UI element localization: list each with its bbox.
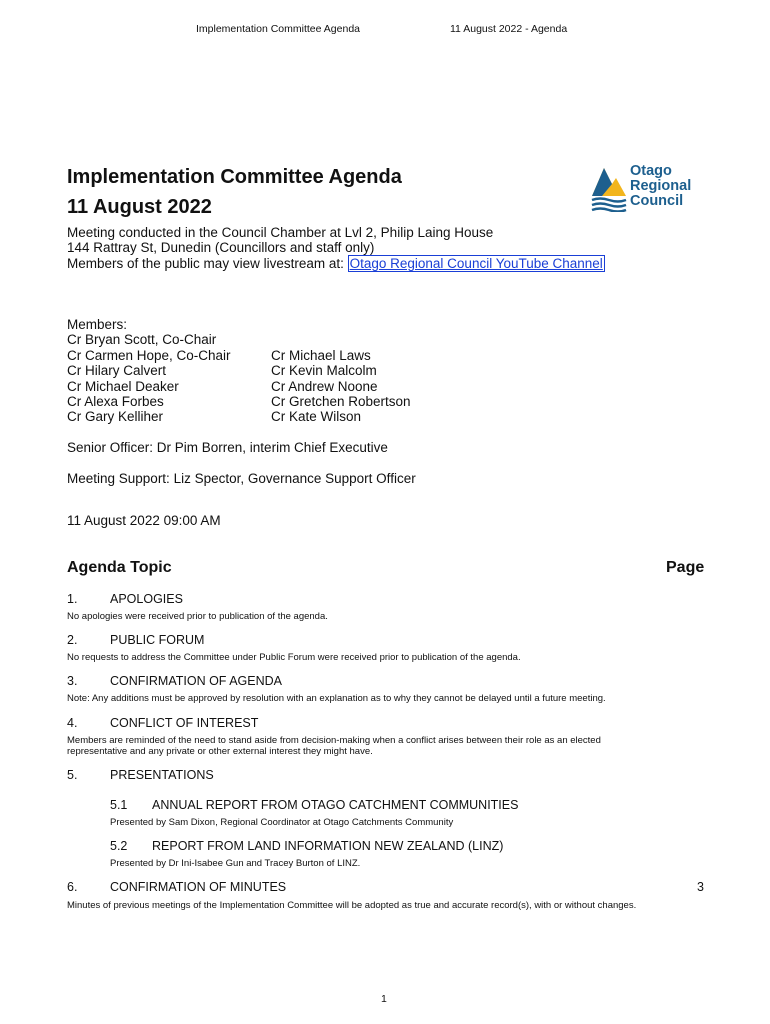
member-item: Cr Andrew Noone bbox=[271, 379, 378, 394]
member-item: Cr Alexa Forbes bbox=[67, 394, 164, 409]
member-item: Cr Hilary Calvert bbox=[67, 363, 167, 378]
agenda-item-number: 5. bbox=[67, 768, 78, 782]
running-header-title: Implementation Committee Agenda bbox=[196, 23, 361, 35]
member-chair: Cr Bryan Scott, Co-Chair bbox=[67, 332, 217, 347]
livestream-line bbox=[67, 256, 605, 271]
otago-regional-council-logo bbox=[590, 162, 702, 214]
agenda-item-note: Members are reminded of the need to stand aside from decision-making when a conflict arises between their role as an elected bbox=[67, 735, 601, 746]
agenda-item-note: representative and any private or other external interest they might have. bbox=[67, 746, 373, 757]
member-item: Cr Gretchen Robertson bbox=[271, 394, 411, 409]
agenda-item-title: CONFLICT OF INTEREST bbox=[110, 716, 259, 730]
meeting-datetime: 11 August 2022 09:00 AM bbox=[67, 513, 221, 528]
agenda-item-note: Minutes of previous meetings of the Implementation Committee will be adopted as true and accurate record(s), with or without changes. bbox=[67, 900, 637, 911]
page-title: Implementation Committee Agenda bbox=[67, 166, 402, 188]
agenda-item-title: APOLOGIES bbox=[110, 592, 183, 606]
agenda-item-title: PUBLIC FORUM bbox=[110, 633, 205, 647]
agenda-subitem-note: Presented by Sam Dixon, Regional Coordinator at Otago Catchments Community bbox=[110, 817, 454, 828]
livestream-label: Members of the public may view livestream at: bbox=[67, 256, 348, 271]
agenda-item-note: Note: Any additions must be approved by resolution with an explanation as to why they cannot be delayed until a future meeting. bbox=[67, 693, 606, 704]
member-item: Cr Kevin Malcolm bbox=[271, 363, 377, 378]
agenda-topic-heading: Agenda Topic bbox=[67, 559, 172, 576]
page-column-heading: Page bbox=[666, 559, 705, 576]
agenda-item-note: No requests to address the Committee under Public Forum were received prior to publication of the agenda. bbox=[67, 652, 521, 663]
agenda-item-number: 6. bbox=[67, 880, 78, 894]
member-item: Cr Michael Deaker bbox=[67, 379, 179, 394]
agenda-subitem-number: 5.1 bbox=[110, 798, 128, 812]
logo-mountain-icon bbox=[590, 162, 628, 212]
agenda-item-note: No apologies were received prior to publication of the agenda. bbox=[67, 611, 328, 622]
member-item: Cr Gary Kelliher bbox=[67, 409, 164, 424]
page-number: 1 bbox=[381, 993, 387, 1005]
meeting-support: Meeting Support: Liz Spector, Governance Support Officer bbox=[67, 471, 416, 486]
youtube-channel-link[interactable]: Otago Regional Council YouTube Channel bbox=[349, 256, 603, 271]
agenda-item-number: 1. bbox=[67, 592, 78, 606]
member-item: Cr Carmen Hope, Co-Chair bbox=[67, 348, 231, 363]
agenda-subitem-number: 5.2 bbox=[110, 839, 128, 853]
logo-text: Otago Regional Council bbox=[630, 163, 692, 209]
senior-officer: Senior Officer: Dr Pim Borren, interim Chief Executive bbox=[67, 440, 388, 455]
meeting-address: 144 Rattray St, Dunedin (Councillors and staff only) bbox=[67, 240, 375, 255]
member-item: Cr Michael Laws bbox=[271, 348, 371, 363]
agenda-subitem-note: Presented by Dr Ini-Isabee Gun and Tracey Burton of LINZ. bbox=[110, 858, 361, 869]
member-item: Cr Kate Wilson bbox=[271, 409, 362, 424]
agenda-item-page-number[interactable]: 3 bbox=[697, 880, 704, 894]
agenda-item-number: 2. bbox=[67, 633, 78, 647]
agenda-item-title: PRESENTATIONS bbox=[110, 768, 214, 782]
members-heading: Members: bbox=[67, 317, 128, 332]
meeting-location: Meeting conducted in the Council Chamber at Lvl 2, Philip Laing House bbox=[67, 225, 494, 240]
running-header-date: 11 August 2022 - Agenda bbox=[450, 23, 568, 35]
agenda-item-title: CONFIRMATION OF MINUTES bbox=[110, 880, 287, 894]
agenda-item-title: CONFIRMATION OF AGENDA bbox=[110, 674, 282, 688]
page-subtitle-date: 11 August 2022 bbox=[67, 196, 212, 218]
agenda-item-number: 3. bbox=[67, 674, 78, 688]
agenda-subitem-title: ANNUAL REPORT FROM OTAGO CATCHMENT COMMUNITIES bbox=[152, 798, 519, 812]
agenda-subitem-title: REPORT FROM LAND INFORMATION NEW ZEALAND (LINZ) bbox=[152, 839, 504, 853]
agenda-item-number: 4. bbox=[67, 716, 78, 730]
